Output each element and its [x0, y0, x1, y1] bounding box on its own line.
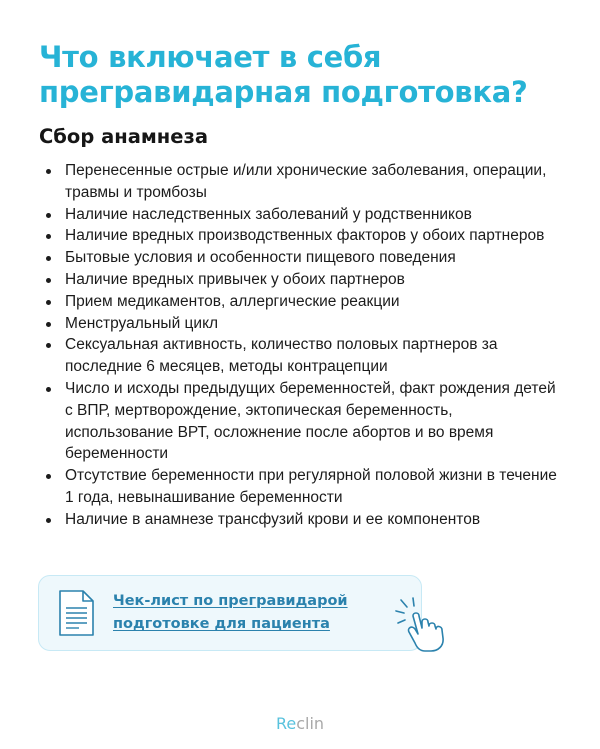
page-title	[39, 40, 569, 110]
page-title-line-1: Что включает в себя	[39, 40, 382, 74]
list-item: Отсутствие беременности при регулярной половой жизни в течение 1 года, невынашивание беременности	[44, 465, 564, 509]
hand-click-icon	[391, 596, 451, 654]
brand-logo-accent: Re	[275, 714, 297, 733]
brand-logo-rest: clin	[296, 714, 325, 733]
checklist-card[interactable]	[38, 575, 422, 651]
section-heading: Сбор анамнеза	[39, 125, 208, 148]
list-item: Число и исходы предыдущих беременностей, факт рождения детей с ВПР, мертворождение, эктопическая беременность, использование ВРТ, осложнение после абортов и во время беременности	[44, 378, 564, 465]
list-item: Перенесенные острые и/или хронические заболевания, операции, травмы и тромбозы	[44, 160, 564, 204]
list-item: Менструальный цикл	[44, 313, 564, 335]
list-item: Наличие вредных производственных факторов у обоих партнеров	[44, 225, 564, 247]
list-item: Наличие наследственных заболеваний у родственников	[44, 204, 564, 226]
list-item: Наличие в анамнезе трансфузий крови и ее компонентов	[44, 509, 564, 531]
list-item: Прием медикаментов, аллергические реакции	[44, 291, 564, 313]
checklist-link-line-2[interactable]: подготовке для пациента	[113, 616, 330, 632]
page-title-line-2: прегравидарная подготовка?	[39, 75, 528, 109]
document-icon	[57, 587, 97, 639]
checklist-link[interactable]	[113, 590, 373, 636]
anamnesis-list	[44, 160, 564, 531]
list-item: Сексуальная активность, количество половых партнеров за последние 6 месяцев, методы контрацепции	[44, 334, 564, 378]
list-item: Наличие вредных привычек у обоих партнеров	[44, 269, 564, 291]
list-item: Бытовые условия и особенности пищевого поведения	[44, 247, 564, 269]
brand-logo	[0, 714, 600, 733]
checklist-link-line-1[interactable]: Чек-лист по прегравидарой	[113, 593, 348, 609]
